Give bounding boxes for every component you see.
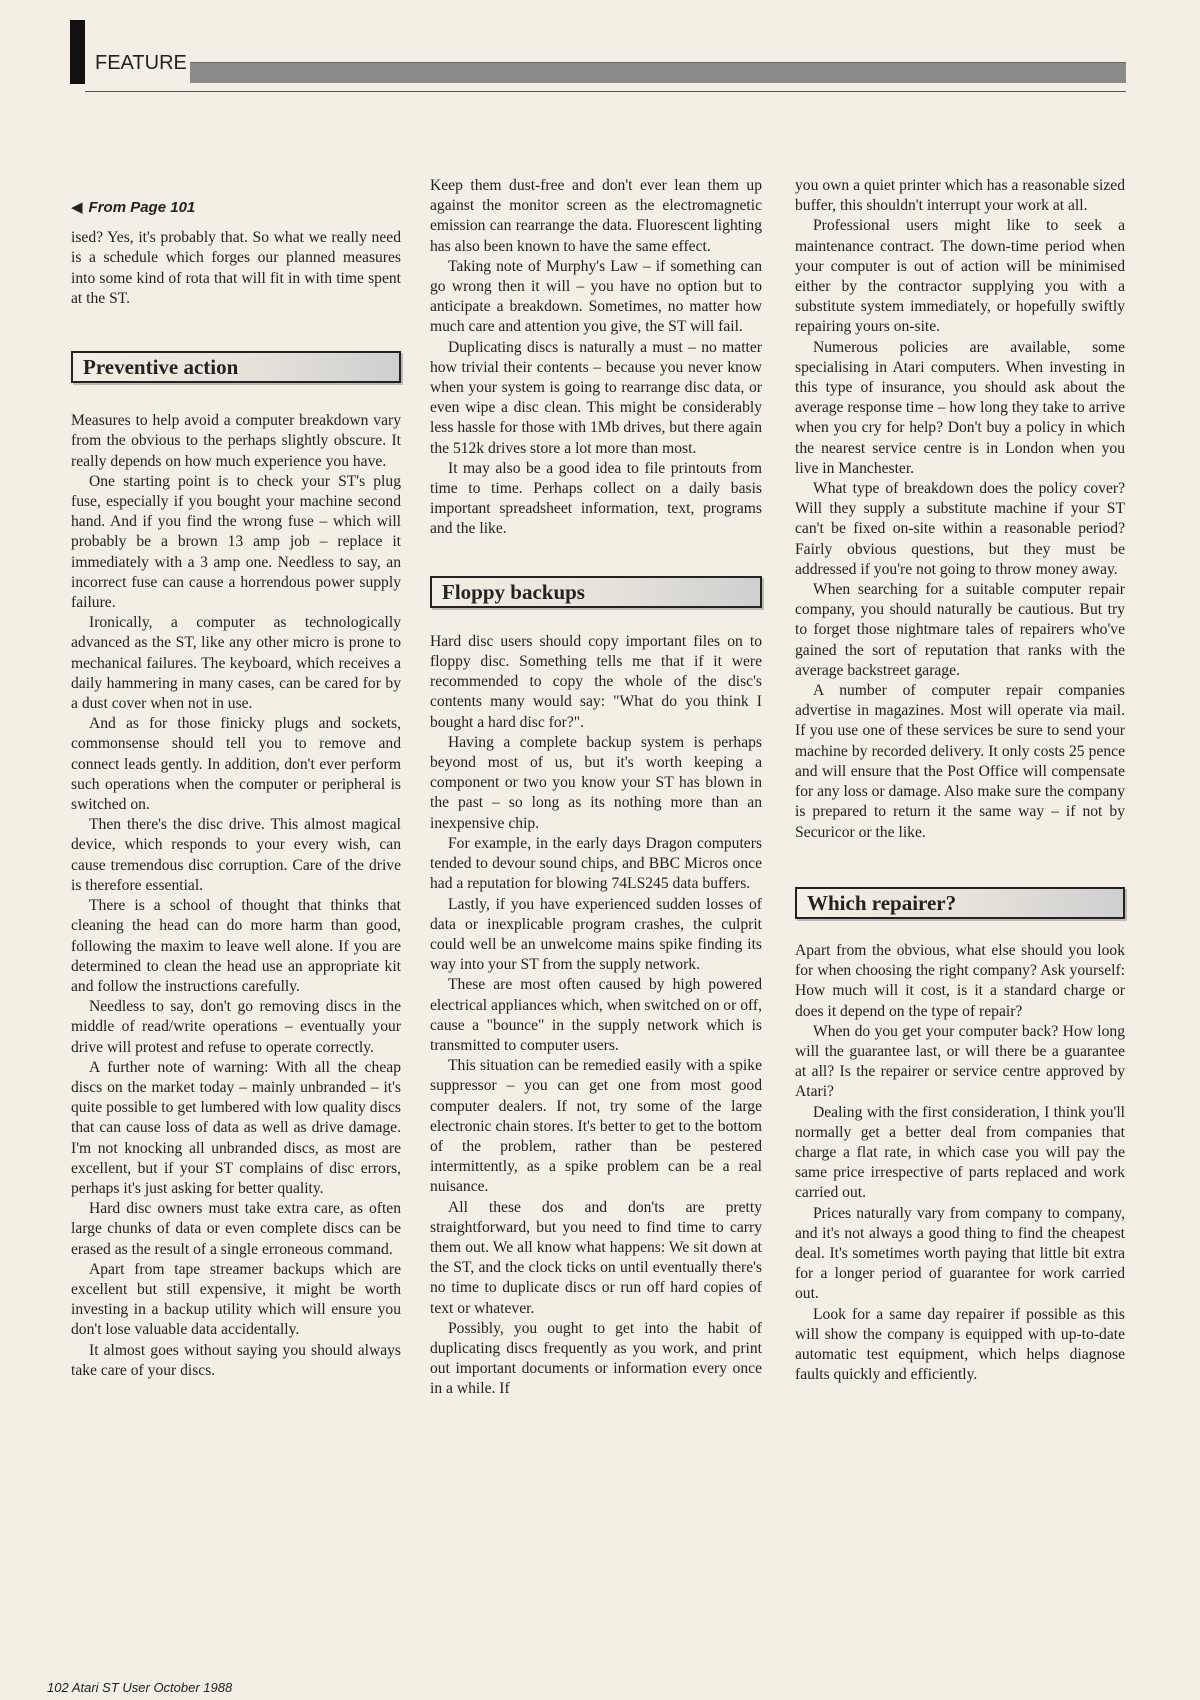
paragraph: Having a complete backup system is perhaps beyond most of us, but it's worth keeping a component or two you know your ST has blown in the past – so long as its nothing more than an inexpensive chip. — [430, 733, 762, 832]
section-label: FEATURE — [95, 52, 187, 74]
paragraph: What type of breakdown does the policy cover? Will they supply a substitute machine if your ST can't be fixed on-site within a reasonable period? Fairly obvious questions, but they must be addressed if you're not going to throw money away. — [795, 480, 1125, 578]
paragraph: Keep them dust-free and don't ever lean them up against the monitor screen as the electromagnetic emission can rearrange the data. Fluorescent lighting has also been known to have the same effect. — [430, 177, 762, 255]
header-grey-bar — [190, 62, 1126, 83]
paragraph: Duplicating discs is naturally a must – no matter how trivial their contents – because you never know when your system is going to rearrange disc data, or even wipe a disc clean. This might be considerably less hassle for those with 1Mb drives, but there again the 512k drives store a lot more than most. — [430, 338, 762, 457]
column-2 — [430, 176, 762, 1400]
subhead-floppy-backups: Floppy backups — [430, 576, 762, 608]
subhead-which-repairer: Which repairer? — [795, 887, 1125, 919]
paragraph: It may also be a good idea to file printouts from time to time. Perhaps collect on a daily basis important spreadsheet information, text, programs and the like. — [430, 459, 762, 538]
paragraph: This situation can be remedied easily with a spike suppressor – you can get one from most good computer dealers. If not, try some of the large electronic chain stores. It's better to get to the bottom of the problem, rather than be pestered intermittently, as a spike problem can be a real nuisance. — [430, 1057, 762, 1196]
paragraph: When searching for a suitable computer repair company, you should naturally be cautious. But try to forget those nightmare tales of repairers who've gained the sort of reputation that ranks with the average backstreet garage. — [795, 581, 1125, 679]
paragraph: A number of computer repair companies advertise in magazines. Most will operate via mail. If you use one of these services be sure to send your machine by recorded delivery. It only costs 25 pence and will ensure that the Post Office will compensate for any loss or damage. Also make sure the company is prepared to return it the same way – if not by Securicor or the like. — [795, 682, 1125, 841]
paragraph: Hard disc users should copy important files on to floppy disc. Something tells me that if it were recommended to copy the whole of the disc's contents many would say: "What do you think I bought a hard disc for?". — [430, 632, 762, 731]
paragraph: Dealing with the first consideration, I think you'll normally get a better deal from companies that charge a flat rate, in which case you will pay the same price irrespective of parts replaced and work carried out. — [795, 1103, 1125, 1202]
paragraph: Measures to help avoid a computer breakdown vary from the obvious to the perhaps slightly obscure. It really depends on how much experience you have. — [71, 412, 401, 470]
paragraph: Possibly, you ought to get into the habit of duplicating discs frequently as you work, and print out important documents or information every once in a while. If — [430, 1319, 762, 1398]
paragraph: It almost goes without saying you should always take care of your discs. — [71, 1341, 401, 1379]
paragraph: Professional users might like to seek a maintenance contract. The down-time period when your computer is out of action will be minimised either by the contractor supplying you with a substitute system immediately, or hopefully swiftly repairing yours on-site. — [795, 217, 1125, 336]
paragraph: These are most often caused by high powered electrical appliances which, when switched on or off, cause a "bounce" in the supply network which is transmitted to computer users. — [430, 976, 762, 1054]
paragraph: All these dos and don'ts are pretty straightforward, but you need to find time to carry them out. We all know what happens: We sit down at the ST, and the clock ticks on until eventually there's no time to duplicate discs or run off hard copies of text or whatever. — [430, 1198, 762, 1317]
paragraph: Apart from the obvious, what else should you look for when choosing the right company? Ask yourself: How much will it cost, is it a standard charge or does it depend on the type of repair? — [795, 941, 1125, 1020]
paragraph: Lastly, if you have experienced sudden losses of data or inexplicable program crashes, the culprit could well be an unwelcome mains spike finding its way into your ST from the supply network. — [430, 895, 762, 974]
paragraph: Apart from tape streamer backups which are excellent but still expensive, it might be worth investing in a backup utility which will ensure you don't lose valuable data accidentally. — [71, 1260, 401, 1339]
header-rule — [85, 91, 1126, 92]
paragraph: Ironically, a computer as technologically advanced as the ST, like any other micro is prone to mechanical failures. The keyboard, which receives a daily hammering in many cases, can be cared for by a dust cover when not in use. — [71, 614, 401, 713]
paragraph: Taking note of Murphy's Law – if something can go wrong then it will – you have no option but to anticipate a breakdown. Sometimes, no matter how much care and attention you give, the ST will fail. — [430, 257, 762, 336]
paragraph: Prices naturally vary from company to company, and it's not always a good thing to find the cheapest deal. It's sometimes worth paying that little bit extra for a longer period of guarantee for work carried out. — [795, 1204, 1125, 1303]
paragraph: When do you get your computer back? How long will the guarantee last, or will there be a guarantee at all? Is the repairer or service centre approved by Atari? — [795, 1022, 1125, 1101]
column-3 — [795, 176, 1125, 1385]
paragraph: And as for those finicky plugs and sockets, commonsense should tell you to remove and connect leads gently. In addition, don't ever perform such operations when the computer or peripheral is switched on. — [71, 715, 401, 814]
paragraph: A further note of warning: With all the cheap discs on the market today – mainly unbranded – it's quite possible to get lumbered with low quality discs that can cause loss of data as well as drive damage. I'm not knocking all unbranded discs, as most are excellent, but if your ST complains of disc errors, perhaps it's just asking for better quality. — [71, 1058, 401, 1197]
header-black-block — [70, 20, 85, 84]
page-footer: 102 Atari ST User October 1988 — [47, 1680, 233, 1695]
subhead-preventive-action: Preventive action — [71, 351, 401, 383]
paragraph: you own a quiet printer which has a reasonable sized buffer, this shouldn't interrupt your work at all. — [795, 177, 1125, 215]
column-1 — [71, 176, 401, 1381]
paragraph: Hard disc owners must take extra care, as often large chunks of data or even complete discs can be erased as the result of a single erroneous command. — [71, 1200, 401, 1258]
paragraph: One starting point is to check your ST's plug fuse, especially if you bought your machine second hand. And if you find the wrong fuse – which will probably be a brown 13 amp job – replace it immediately with a 3 amp one. Needless to say, an incorrect fuse can cause a horrendous power supply failure. — [71, 472, 401, 612]
paragraph: Then there's the disc drive. This almost magical device, which responds to your every wish, can cause tremendous disc corruption. Care of the drive is therefore essential. — [71, 816, 401, 894]
paragraph: For example, in the early days Dragon computers tended to devour sound chips, and BBC Micros once had a reputation for blowing 74LS245 data buffers. — [430, 834, 762, 893]
paragraph: ised? Yes, it's probably that. So what we really need is a schedule which forges our planned measures into some kind of rota that will fit in with time spent at the ST. — [71, 229, 401, 307]
paragraph: Needless to say, don't go removing discs in the middle of read/write operations – eventually your drive will protest and refuse to operate correctly. — [71, 998, 401, 1056]
continued-from-page[interactable] — [71, 198, 401, 218]
left-arrow-icon: ◀ — [71, 199, 83, 216]
paragraph: There is a school of thought that thinks that cleaning the head can do more harm than good, following the maxim to leave well alone. If you are determined to clean the head use an appropriate kit and follow the instructions carefully. — [71, 897, 401, 995]
paragraph: Numerous policies are available, some specialising in Atari computers. When investing in this type of insurance, you should ask about the average response time – how long they take to arrive when you cry for help? Don't buy a policy in which the nearest service centre is in London when you live in Manchester. — [795, 338, 1125, 477]
paragraph: Look for a same day repairer if possible as this will show the company is equipped with up-to-date automatic test equipment, which helps diagnose faults quickly and efficiently. — [795, 1305, 1125, 1384]
from-page-text: From Page 101 — [88, 199, 196, 216]
